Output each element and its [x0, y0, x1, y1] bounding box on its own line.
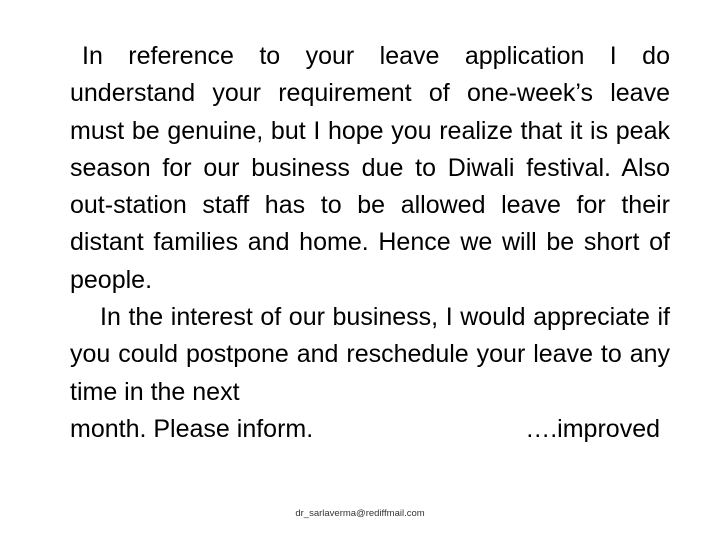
paragraph-postpone-request: In the interest of our business, I would appreciate if you could postpone and reschedule your leave to any time in the next	[70, 303, 670, 406]
closing-line	[70, 411, 670, 448]
letter-body	[70, 38, 670, 448]
improved-annotation: ….improved	[525, 414, 660, 443]
closing-text: month. Please inform.	[70, 414, 314, 443]
paragraph-leave-reference: In reference to your leave application I do understand your requirement of one-week’s leave must be genuine, but I hope you realize that it is peak season for our business due to Diwali festival. Also out-station staff has to be allowed leave for their distant families and home. Hence we will be short of people.	[70, 42, 670, 294]
footer-email: dr_sarlaverma@rediffmail.com	[295, 508, 425, 519]
